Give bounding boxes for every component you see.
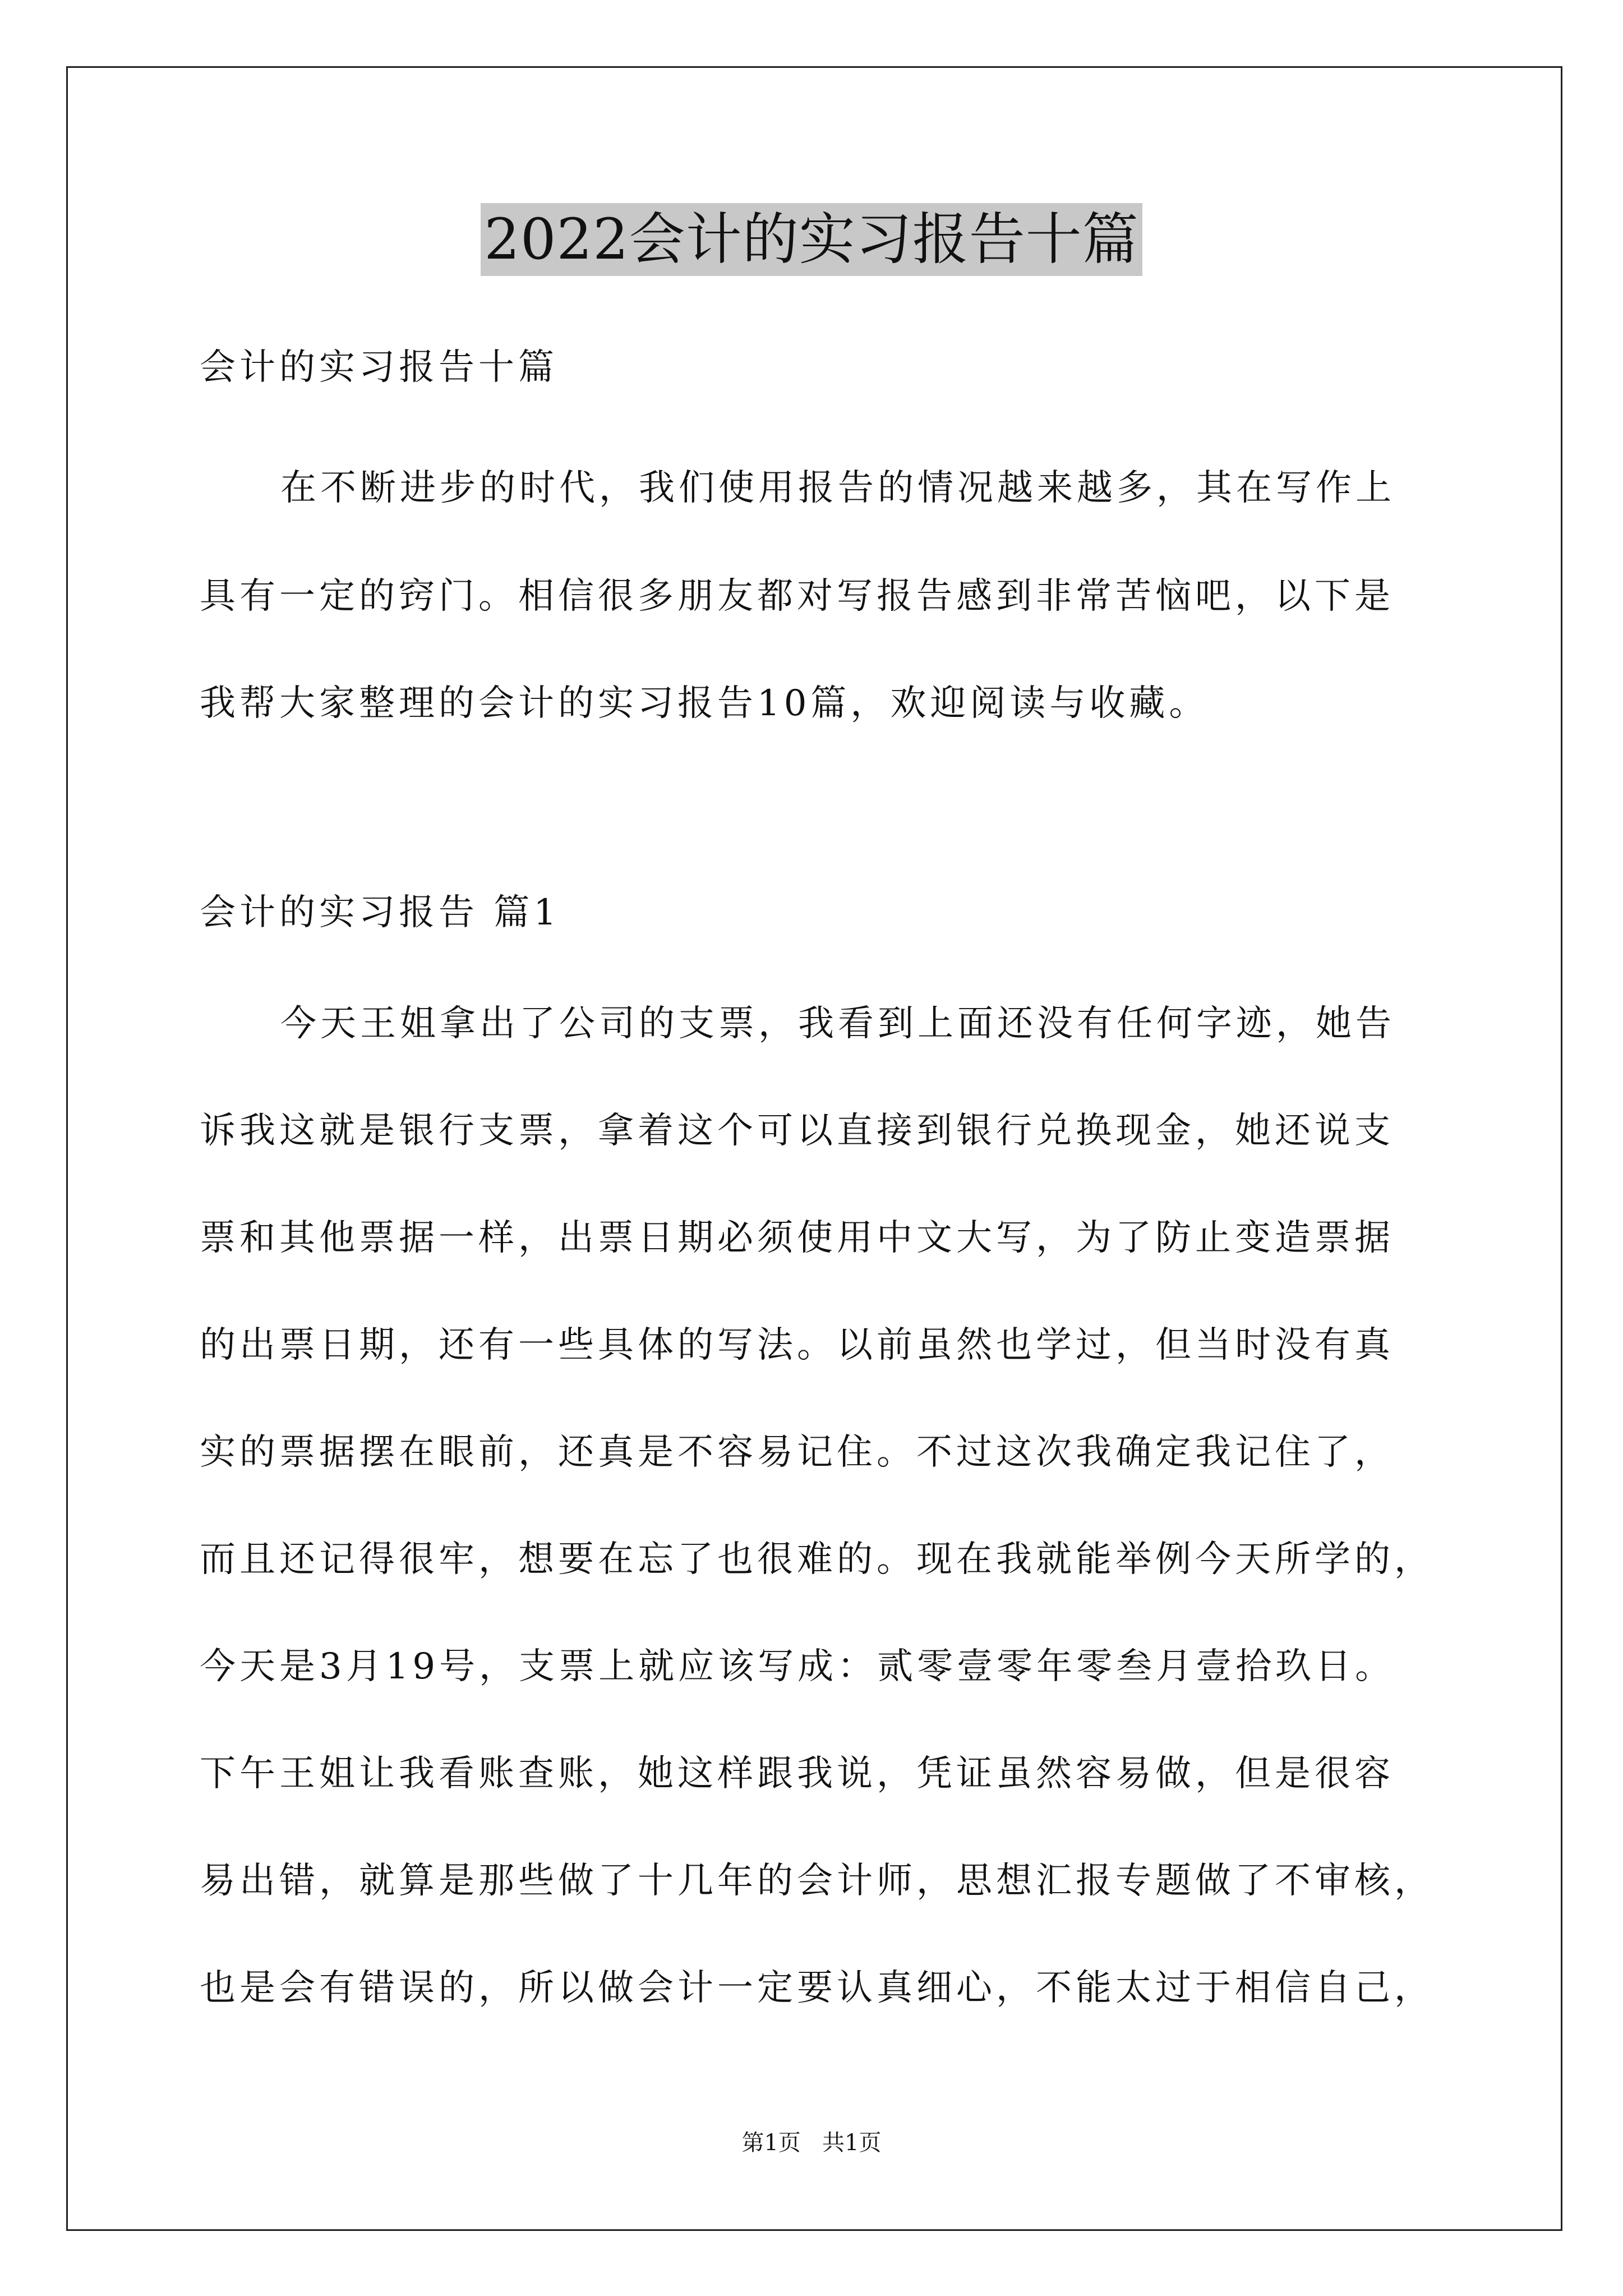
body-line: 的出票日期，还有一些具体的写法。以前虽然也学过，但当时没有真 — [200, 1324, 1394, 1366]
body-line: 票和其他票据一样，出票日期必须使用中文大写，为了防止变造票据 — [200, 1217, 1394, 1259]
body-line: 实的票据摆在眼前，还真是不容易记住。不过这次我确定我记住了， — [200, 1432, 1394, 1473]
body-line: 易出错，就算是那些做了十几年的会计师，思想汇报专题做了不审核， — [200, 1860, 1434, 1902]
title-container — [0, 203, 1623, 276]
body-line: 今天王姐拿出了公司的支票，我看到上面还没有任何字迹，她告 — [280, 1003, 1395, 1045]
document-title: 2022会计的实习报告十篇 — [481, 203, 1142, 276]
body-line: 诉我这就是银行支票，拿着这个可以直接到银行兑换现金，她还说支 — [200, 1110, 1394, 1152]
body-line: 也是会有错误的，所以做会计一定要认真细心，不能太过于相信自己， — [200, 1967, 1434, 2009]
page-footer: 第1页 共1页 — [741, 2130, 882, 2156]
body-line: 而且还记得很牢，想要在忘了也很难的。现在我就能举例今天所学的， — [200, 1539, 1434, 1580]
section-heading: 会计的实习报告 篇1 — [200, 892, 561, 933]
intro-line: 我帮大家整理的会计的实习报告10篇，欢迎阅读与收藏。 — [200, 683, 1209, 724]
intro-line: 在不断进步的时代，我们使用报告的情况越来越多，其在写作上 — [280, 467, 1395, 509]
intro-line: 具有一定的窍门。相信很多朋友都对写报告感到非常苦恼吧，以下是 — [200, 576, 1394, 617]
document-subtitle: 会计的实习报告十篇 — [200, 347, 558, 388]
body-line: 今天是3月19号，支票上就应该写成：贰零壹零年零叁月壹拾玖日。 — [200, 1646, 1395, 1687]
body-line: 下午王姐让我看账查账，她这样跟我说，凭证虽然容易做，但是很容 — [200, 1753, 1394, 1795]
